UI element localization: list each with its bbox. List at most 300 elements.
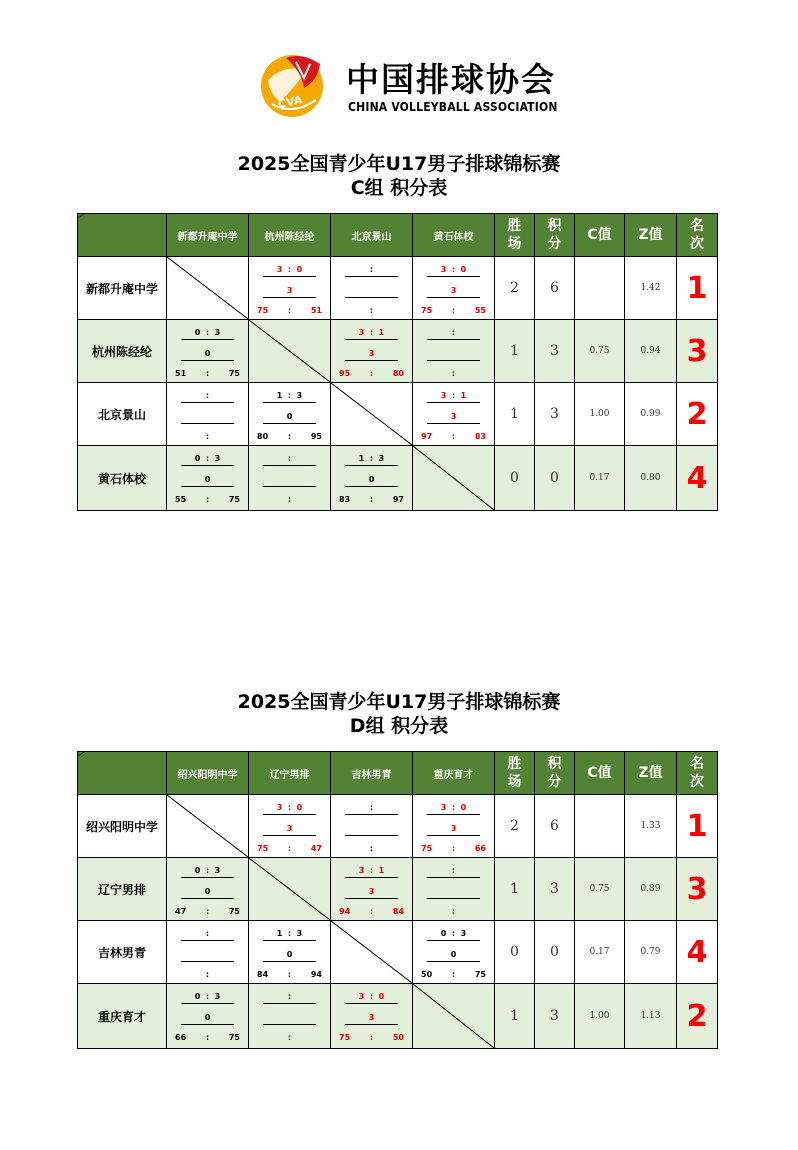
row-wins: 0 [494,920,535,984]
set-score [167,328,248,337]
match-score [167,858,248,920]
total-points [339,369,404,378]
total-points [421,306,486,315]
match-result-cell [166,445,249,511]
row-z: 0.89 [624,857,677,921]
table-subtitle: C组 积分表 [350,177,448,199]
score-divider [263,486,316,487]
score-divider [263,961,316,962]
logo-english-name: CHINA VOLLEYBALL ASSOCIATION [348,100,558,114]
table-title: 2025全国青少年U17男子排球锦标赛 [237,691,561,713]
corner-mark-icon [78,752,88,762]
total-points-away: 47 [310,844,322,853]
total-points-separator: : [451,970,456,979]
score-divider [263,1024,316,1025]
set-score [249,265,330,274]
match-win-points: 3 [368,1013,375,1022]
total-points-home: 84 [257,970,269,979]
match-result-cell [330,319,413,383]
set-score-separator: : [446,265,461,274]
match-result-cell [412,256,495,320]
set-score-away: 1 [460,391,467,400]
total-points-separator: : [287,432,292,441]
score-divider [181,877,234,878]
row-rank: 1 [676,256,718,320]
set-score [331,328,412,337]
match-win-points: 3 [450,412,457,421]
set-score-away: 3 [296,391,303,400]
column-header-team: 新都升庵中学 [166,213,249,257]
self-match-cell [166,794,249,858]
self-match-diagonal [249,320,330,382]
row-wins: 1 [494,983,535,1049]
set-score-away: 3 [460,929,467,938]
self-match-diagonal [331,383,412,445]
score-divider [181,1003,234,1004]
volleyball-logo-icon [258,50,330,120]
set-score-home: 3 [440,391,447,400]
column-header-team: 北京景山 [330,213,413,257]
row-c: 0.17 [574,920,625,984]
total-points-home: 75 [339,1033,351,1042]
match-result-cell [412,857,495,921]
score-divider [427,297,480,298]
total-points-separator: : [287,306,292,315]
total-points-away: 95 [310,432,322,441]
column-header-points: 积分 [534,213,575,257]
total-points [421,844,486,853]
header-corner-cell [77,213,167,257]
total-points [421,432,486,441]
score-divider [181,486,234,487]
row-team-name: 绍兴阳明中学 [77,794,167,858]
row-z: 0.80 [624,445,677,511]
total-points-away: 75 [228,369,240,378]
match-result-cell [330,794,413,858]
table-subtitle: D组 积分表 [349,715,449,737]
row-rank: 4 [676,920,718,984]
match-result-cell [412,382,495,446]
total-points-away: 66 [474,844,486,853]
self-match-diagonal [413,984,494,1048]
set-score [167,992,248,1001]
set-score-home: 0 [194,328,201,337]
set-score-separator: : [282,391,297,400]
set-score-separator: : [364,328,379,337]
score-divider [181,423,234,424]
set-score-separator: : [364,992,379,1001]
set-score-away: 3 [214,454,221,463]
match-score [413,383,494,445]
total-points-separator: : [205,970,210,979]
row-points: 3 [534,319,575,383]
score-divider [427,898,480,899]
row-z: 0.99 [624,382,677,446]
row-rank: 3 [676,319,718,383]
total-points-home: 75 [257,844,269,853]
score-divider [427,276,480,277]
self-match-cell [248,857,331,921]
score-divider [181,961,234,962]
row-c: 0.75 [574,319,625,383]
self-match-cell [412,983,495,1049]
set-score-separator: : [364,265,379,274]
row-team-name: 北京景山 [77,382,167,446]
match-result-cell [248,920,331,984]
row-z: 1.42 [624,256,677,320]
set-score-separator: : [446,866,461,875]
set-score [413,391,494,400]
match-score [249,921,330,983]
row-points: 6 [534,256,575,320]
self-match-diagonal [167,795,248,857]
set-score-home: 3 [358,992,365,1001]
column-header-team: 重庆育才 [412,751,495,795]
row-c: 0.17 [574,445,625,511]
set-score [249,803,330,812]
score-divider [181,339,234,340]
set-score [413,803,494,812]
total-points-home: 80 [257,432,269,441]
match-result-cell [166,319,249,383]
total-points [421,970,486,979]
match-win-points: 0 [204,1013,211,1022]
set-score-separator: : [282,929,297,938]
set-score-home: 0 [440,929,447,938]
score-divider [427,835,480,836]
set-score-separator: : [282,454,297,463]
total-points-separator: : [287,844,292,853]
score-divider [345,898,398,899]
total-points-away: 75 [228,1033,240,1042]
column-header-rank: 名次 [676,751,718,795]
score-divider [263,940,316,941]
score-divider [181,402,234,403]
set-score-away: 3 [296,929,303,938]
row-rank: 3 [676,857,718,921]
row-wins: 1 [494,382,535,446]
total-points [257,432,322,441]
set-score-home: 0 [194,866,201,875]
score-divider [427,940,480,941]
set-score-separator: : [446,391,461,400]
score-divider [345,486,398,487]
match-result-cell [330,983,413,1049]
total-points-away: 50 [392,1033,404,1042]
score-divider [427,360,480,361]
total-points-away: 75 [474,970,486,979]
score-divider [263,297,316,298]
total-points [257,844,322,853]
score-divider [427,814,480,815]
total-points [257,970,322,979]
match-score [331,795,412,857]
match-win-points: 0 [450,950,457,959]
match-score [331,446,412,510]
match-score [331,257,412,319]
set-score-separator: : [200,866,215,875]
row-points: 0 [534,920,575,984]
set-score [413,265,494,274]
self-match-cell [166,256,249,320]
match-score [413,320,494,382]
total-points-home: 83 [339,495,351,504]
match-score [331,858,412,920]
total-points-home: 47 [175,907,187,916]
score-divider [263,835,316,836]
score-divider [263,402,316,403]
score-divider [181,898,234,899]
score-divider [263,465,316,466]
match-result-cell [330,445,413,511]
score-divider [345,1003,398,1004]
set-score-separator: : [446,929,461,938]
row-c: 1.00 [574,382,625,446]
total-points-home: 66 [175,1033,187,1042]
score-divider [427,961,480,962]
total-points-separator: : [369,844,374,853]
set-score-away: 1 [378,866,385,875]
column-header-z: Z值 [624,751,677,795]
row-wins: 1 [494,857,535,921]
total-points-home: 75 [421,844,433,853]
set-score-away: 3 [378,454,385,463]
row-team-name: 杭州陈经纶 [77,319,167,383]
set-score-separator: : [282,992,297,1001]
set-score-separator: : [282,803,297,812]
match-score [413,257,494,319]
match-score [167,921,248,983]
match-win-points: 3 [286,824,293,833]
row-rank: 2 [676,983,718,1049]
set-score [167,454,248,463]
set-score-separator: : [200,454,215,463]
set-score [249,992,330,1001]
score-divider [345,339,398,340]
self-match-cell [412,445,495,511]
match-win-points: 0 [286,412,293,421]
total-points [339,1033,404,1042]
row-team-name: 重庆育才 [77,983,167,1049]
column-header-rank: 名次 [676,213,718,257]
score-divider [427,402,480,403]
column-header-wins: 胜场 [494,751,535,795]
set-score-separator: : [364,454,379,463]
score-divider [263,814,316,815]
row-z: 0.79 [624,920,677,984]
row-rank: 2 [676,382,718,446]
match-result-cell [248,256,331,320]
total-points-separator: : [451,844,456,853]
match-win-points: 3 [450,286,457,295]
column-header-z: Z值 [624,213,677,257]
row-c: 0.75 [574,857,625,921]
set-score-home: 0 [194,992,201,1001]
set-score-away: 0 [460,803,467,812]
self-match-diagonal [167,257,248,319]
match-win-points: 3 [450,824,457,833]
score-divider [345,276,398,277]
match-result-cell [412,920,495,984]
column-header-team: 杭州陈经纶 [248,213,331,257]
row-c [574,794,625,858]
row-wins: 2 [494,794,535,858]
total-points-away: 55 [474,306,486,315]
total-points-separator: : [205,369,210,378]
row-wins: 1 [494,319,535,383]
score-divider [181,465,234,466]
set-score-home: 0 [194,454,201,463]
column-header-points: 积分 [534,751,575,795]
row-team-name: 辽宁男排 [77,857,167,921]
logo-chinese-name: 中国排球协会 [346,60,556,99]
row-points: 3 [534,857,575,921]
score-divider [345,465,398,466]
self-match-cell [330,382,413,446]
match-score [249,257,330,319]
row-team-name: 吉林男青 [77,920,167,984]
total-points-home: 95 [339,369,351,378]
set-score-separator: : [200,328,215,337]
score-divider [427,423,480,424]
set-score [331,454,412,463]
set-score [167,866,248,875]
set-score-away: 3 [214,866,221,875]
match-result-cell [248,382,331,446]
set-score-home: 1 [276,391,283,400]
set-score [167,391,248,400]
score-divider [427,877,480,878]
total-points-away: 94 [310,970,322,979]
match-result-cell [166,920,249,984]
match-result-cell [330,256,413,320]
row-points: 3 [534,382,575,446]
column-header-c: C值 [574,751,625,795]
total-points-separator: : [205,432,210,441]
total-points-away: 75 [228,495,240,504]
total-points-separator: : [205,907,210,916]
set-score-separator: : [446,328,461,337]
total-points-away: 75 [228,907,240,916]
row-wins: 0 [494,445,535,511]
match-score [167,383,248,445]
row-z: 1.33 [624,794,677,858]
set-score-home: 3 [358,866,365,875]
set-score-home: 3 [276,803,283,812]
column-header-wins: 胜场 [494,213,535,257]
set-score [413,929,494,938]
header-corner-cell [77,751,167,795]
self-match-diagonal [413,446,494,510]
score-divider [427,339,480,340]
match-score [413,858,494,920]
set-score [249,391,330,400]
set-score [331,866,412,875]
total-points-separator: : [287,1033,292,1042]
match-win-points: 0 [204,887,211,896]
match-win-points: 3 [368,349,375,358]
row-team-name: 黄石体校 [77,445,167,511]
set-score [331,803,412,812]
total-points-separator: : [287,970,292,979]
total-points-home: 75 [421,306,433,315]
set-score-home: 3 [440,265,447,274]
column-header-team: 绍兴阳明中学 [166,751,249,795]
total-points-separator: : [369,907,374,916]
set-score-separator: : [364,866,379,875]
set-score-separator: : [446,803,461,812]
row-c: 1.00 [574,983,625,1049]
match-result-cell [166,983,249,1049]
total-points-away: 84 [392,907,404,916]
match-score [167,446,248,510]
row-c [574,256,625,320]
set-score-away: 0 [296,265,303,274]
total-points-separator: : [369,495,374,504]
match-result-cell [166,857,249,921]
total-points-home: 50 [421,970,433,979]
score-divider [181,360,234,361]
row-rank: 4 [676,445,718,511]
match-win-points: 0 [286,950,293,959]
set-score-away: 3 [214,328,221,337]
set-score-separator: : [364,803,379,812]
row-rank: 1 [676,794,718,858]
total-points-separator: : [205,1033,210,1042]
total-points [339,495,404,504]
total-points [175,907,240,916]
score-divider [181,940,234,941]
set-score-separator: : [200,391,215,400]
score-divider [263,276,316,277]
score-divider [345,814,398,815]
match-result-cell [166,382,249,446]
score-divider [263,423,316,424]
total-points [257,306,322,315]
total-points-separator: : [451,907,456,916]
self-match-diagonal [249,858,330,920]
score-divider [263,1003,316,1004]
score-divider [181,1024,234,1025]
total-points-separator: : [205,495,210,504]
match-result-cell [248,445,331,511]
set-score-separator: : [200,992,215,1001]
total-points-away: 80 [392,369,404,378]
match-score [167,984,248,1048]
total-points [339,907,404,916]
set-score [413,866,494,875]
set-score [413,328,494,337]
match-result-cell [248,794,331,858]
match-win-points: 3 [286,286,293,295]
set-score-away: 0 [460,265,467,274]
set-score [331,265,412,274]
total-points-separator: : [369,306,374,315]
row-points: 3 [534,983,575,1049]
match-win-points: 3 [368,887,375,896]
set-score-home: 1 [276,929,283,938]
set-score [331,992,412,1001]
score-divider [345,877,398,878]
total-points-home: 51 [175,369,187,378]
score-divider [345,1024,398,1025]
row-z: 1.13 [624,983,677,1049]
table-title: 2025全国青少年U17男子排球锦标赛 [237,153,561,175]
match-result-cell [248,983,331,1049]
total-points-away: 97 [392,495,404,504]
column-header-team: 辽宁男排 [248,751,331,795]
match-win-points: 0 [204,475,211,484]
